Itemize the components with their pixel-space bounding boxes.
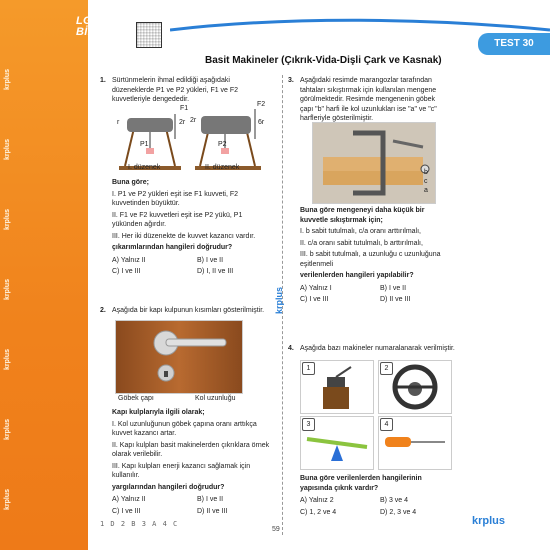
label-2r-b: 2r — [190, 117, 197, 124]
statement: I. Kol uzunluğunun göbek çapına oranı arttıkça kuvvet kazancı artar. — [112, 420, 257, 437]
option-d[interactable]: D) II ve III — [197, 507, 228, 515]
question-number: 4. — [288, 345, 294, 352]
label-setup-2: II. düzenek — [205, 164, 240, 171]
option-b[interactable]: B) I ve II — [197, 256, 224, 264]
question-4-body — [300, 474, 450, 517]
left-orange-strip — [0, 0, 88, 550]
question-ask: yargılarından hangileri doğrudur? — [112, 483, 225, 491]
question-1-body — [112, 178, 272, 277]
strip-logo: krplus — [4, 488, 11, 510]
option-c[interactable]: C) I ve III — [112, 268, 141, 275]
statement: II. F1 ve F2 kuvvetleri eşit ise P2 yükü, P1 yükünden ağırdır. — [112, 211, 243, 228]
label-p2: P2 — [218, 141, 227, 148]
strip-logo: krplus — [4, 138, 11, 160]
question-stem: Aşağıda bazı makineler numaralanarak verilmiştir. — [300, 345, 455, 352]
question-lead: Buna göre; — [112, 179, 149, 186]
question-number: 1. — [100, 77, 106, 84]
statement: II. Kapı kulpları basit makinelerden çıkrıklara örnek olarak verilebilir. — [112, 441, 270, 458]
question-ask: çıkarımlarından hangileri doğrudur? — [112, 244, 233, 251]
statement: I. b sabit tutulmalı, c/a oranı arttırılmalı, — [300, 228, 421, 235]
option-d[interactable]: D) 2, 3 ve 4 — [380, 508, 417, 516]
center-logo: krplus — [274, 286, 284, 314]
option-b[interactable]: B) I ve II — [380, 284, 407, 292]
option-d[interactable]: D) I, II ve III — [197, 268, 234, 275]
question-3 — [288, 76, 450, 126]
question-number: 2. — [100, 307, 106, 314]
label-b: b — [424, 169, 428, 176]
question-2-body — [112, 408, 272, 516]
answer-key: 1 D 2 B 3 A 4 C — [100, 520, 179, 528]
question-number: 3. — [288, 77, 294, 84]
option-c[interactable]: C) 1, 2 ve 4 — [300, 508, 337, 516]
label-setup-1: I. düzenek — [128, 164, 161, 171]
box-number: 2 — [380, 362, 393, 375]
question-2 — [100, 306, 282, 318]
question-stem: Aşağıda bir kapı kulpunun kısımları gösterilmiştir. — [112, 307, 265, 314]
question-stem: Aşağıdaki resimde marangozlar tarafından tahtaları sıkıştırmak için kullanılan mengene görülmektedir. Resimde mengenenin göbek çapı "b" harfi ile kol uzunlukları ise "a" ve "c" harfleriyle gösterilmiştir. — [300, 77, 437, 122]
question-3-body — [300, 206, 450, 305]
question-lead: Kapı kulplarıyla ilgili olarak; — [112, 409, 205, 416]
label-arm-length: Kol uzunluğu — [195, 395, 236, 402]
statement: III. Kapı kulpları enerji kazancı sağlamak için kullanılır. — [112, 462, 251, 479]
statement: III. Her iki düzenekte de kuvvet kazancı vardır. — [112, 232, 256, 240]
page-number: 59 — [272, 526, 280, 533]
brand-title: LGS FEN BİLİMLERİ — [76, 15, 134, 38]
option-c[interactable]: C) I ve III — [112, 507, 141, 515]
option-b[interactable]: B) I ve II — [197, 496, 224, 503]
strip-logo: krplus — [4, 348, 11, 370]
option-a[interactable]: A) Yalnız 2 — [300, 497, 334, 504]
label-a: a — [424, 187, 428, 194]
option-c[interactable]: C) I ve III — [300, 296, 329, 303]
question-stem: Sürtünmelerin ihmal edildiği aşağıdaki düzeneklerde P1 ve P2 yükleri, F1 ve F2 kuvvetleriyle dengededir. — [112, 77, 239, 103]
statement: II. c/a oranı sabit tutulmalı, b arttırılmalı, — [300, 239, 423, 247]
statement: III. b sabit tutulmalı, a uzunluğu c uzunluğuna eşitlenmeli — [300, 251, 441, 268]
strip-logo: krplus — [4, 68, 11, 90]
qr-code-icon[interactable] — [136, 22, 162, 48]
label-6r: 6r — [258, 119, 265, 126]
brand-header — [60, 14, 170, 50]
question-lead: Buna göre mengeneyi daha küçük bir kuvvetle sıkıştırmak için; — [300, 207, 425, 224]
label-hub-diameter: Göbek çapı — [118, 395, 154, 402]
option-a[interactable]: A) Yalnız II — [112, 496, 146, 503]
option-b[interactable]: B) 3 ve 4 — [380, 497, 409, 504]
statement: I. P1 ve P2 yükleri eşit ise F1 kuvveti, F2 kuvvetinden büyüktür. — [112, 190, 239, 207]
strip-logo: krplus — [4, 278, 11, 300]
clamp-photo — [312, 122, 436, 204]
box-number: 1 — [302, 362, 315, 375]
option-d[interactable]: D) II ve III — [380, 296, 411, 303]
label-f2: F2 — [257, 101, 266, 108]
question-4 — [288, 344, 460, 356]
box-number: 4 — [380, 418, 393, 431]
label-r: r — [117, 119, 120, 126]
option-a[interactable]: A) Yalnız II — [112, 256, 146, 264]
box-number: 3 — [302, 418, 315, 431]
strip-logo: krplus — [4, 208, 11, 230]
question-ask: verilenlerden hangileri yapılabilir? — [300, 272, 414, 279]
door-handle-photo — [115, 320, 243, 394]
footer-logo: krplus — [472, 515, 506, 527]
test-badge: TEST 30 — [478, 33, 550, 55]
question-ask: Buna göre verilenlerden hangilerinin yapısında çıkrık vardır? — [300, 475, 422, 492]
label-c: c — [424, 178, 428, 185]
page-title: Basit Makineler (Çıkrık-Vida-Dişli Çark ve Kasnak) — [205, 55, 442, 66]
label-f1: F1 — [180, 105, 189, 112]
strip-logo: krplus — [4, 418, 11, 440]
label-p1: P1 — [140, 141, 149, 148]
label-2r: 2r — [179, 119, 186, 126]
option-a[interactable]: A) Yalnız I — [300, 284, 332, 292]
question-1 — [100, 76, 272, 107]
